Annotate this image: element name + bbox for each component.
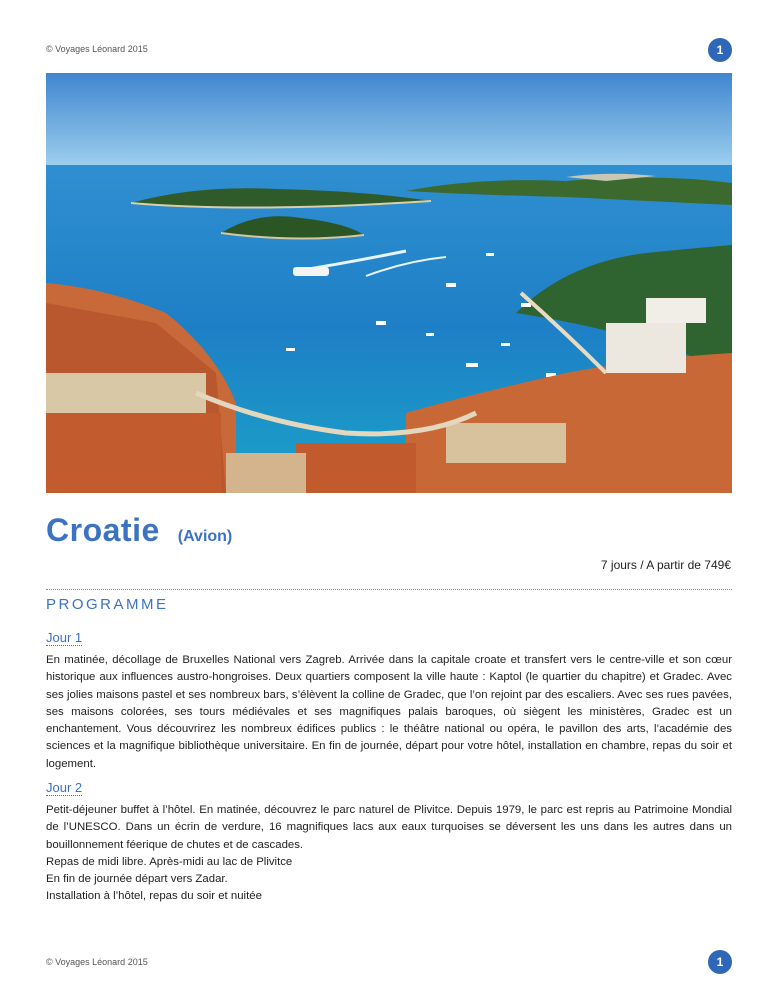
- section-divider: [46, 589, 732, 590]
- section-heading: PROGRAMME: [46, 596, 169, 613]
- day-2-title: Jour 2: [46, 780, 83, 795]
- header-copyright: © Voyages Léonard 2015: [46, 44, 148, 54]
- day-2-line: Petit-déjeuner buffet à l’hôtel. En matinée, découvrez le parc naturel de Plivitce. Depuis 1979, le parc est repris au Patrimoine Mondial de l’UNESCO. Dans un écrin de verdure, 16 magnifiques lacs aux eaux turquoises se déversent les uns dans les autres dans un bouillonnement féerique de chutes et de cascades.: [46, 804, 732, 851]
- day-2-description: [46, 802, 732, 906]
- page-number-badge-top: 1: [708, 38, 732, 62]
- footer-copyright: © Voyages Léonard 2015: [46, 957, 148, 967]
- day-2-line: En fin de journée départ vers Zadar.: [46, 873, 228, 886]
- page-title: Croatie: [46, 512, 160, 548]
- page-subtitle: (Avion): [177, 528, 233, 545]
- hero-photo: [46, 73, 732, 493]
- duration-price: 7 jours / A partir de 749€: [600, 558, 731, 572]
- day-1-line: En matinée, décollage de Bruxelles National vers Zagreb. Arrivée dans la capitale croate et transfert vers le centre-ville et son cœur historique aux influences austro-hongroises. Deux quartiers composent la ville haute : Kaptol (le quartier du chapitre) et Gradec. Avec ses jolies maisons pastel et ses nombreux bars, s’élèvent la colline de Gradec, que l’on rejoint par des escaliers. Avec ses rues pavées, ses maisons colorées, ses tours médiévales et ses magnifiques palais baroques, où siègent les ministères, Gradec est un enchantement. Vous découvrirez les nombreux édifices publics : le théâtre national ou opéra, le pavillon des arts, l’académie des sciences et la magnifique bibliothèque universitaire. En fin de journée, départ pour votre hôtel, installation en chambre, repas du soir et logement.: [46, 654, 732, 770]
- day-1-description: [46, 652, 732, 773]
- day-1-title: Jour 1: [46, 630, 83, 645]
- day-2-line: Repas de midi libre. Après-midi au lac de Plivitce: [46, 855, 293, 868]
- page-number-badge-bottom: 1: [708, 950, 732, 974]
- day-2-line: Installation à l’hôtel, repas du soir et nuitée: [46, 890, 262, 903]
